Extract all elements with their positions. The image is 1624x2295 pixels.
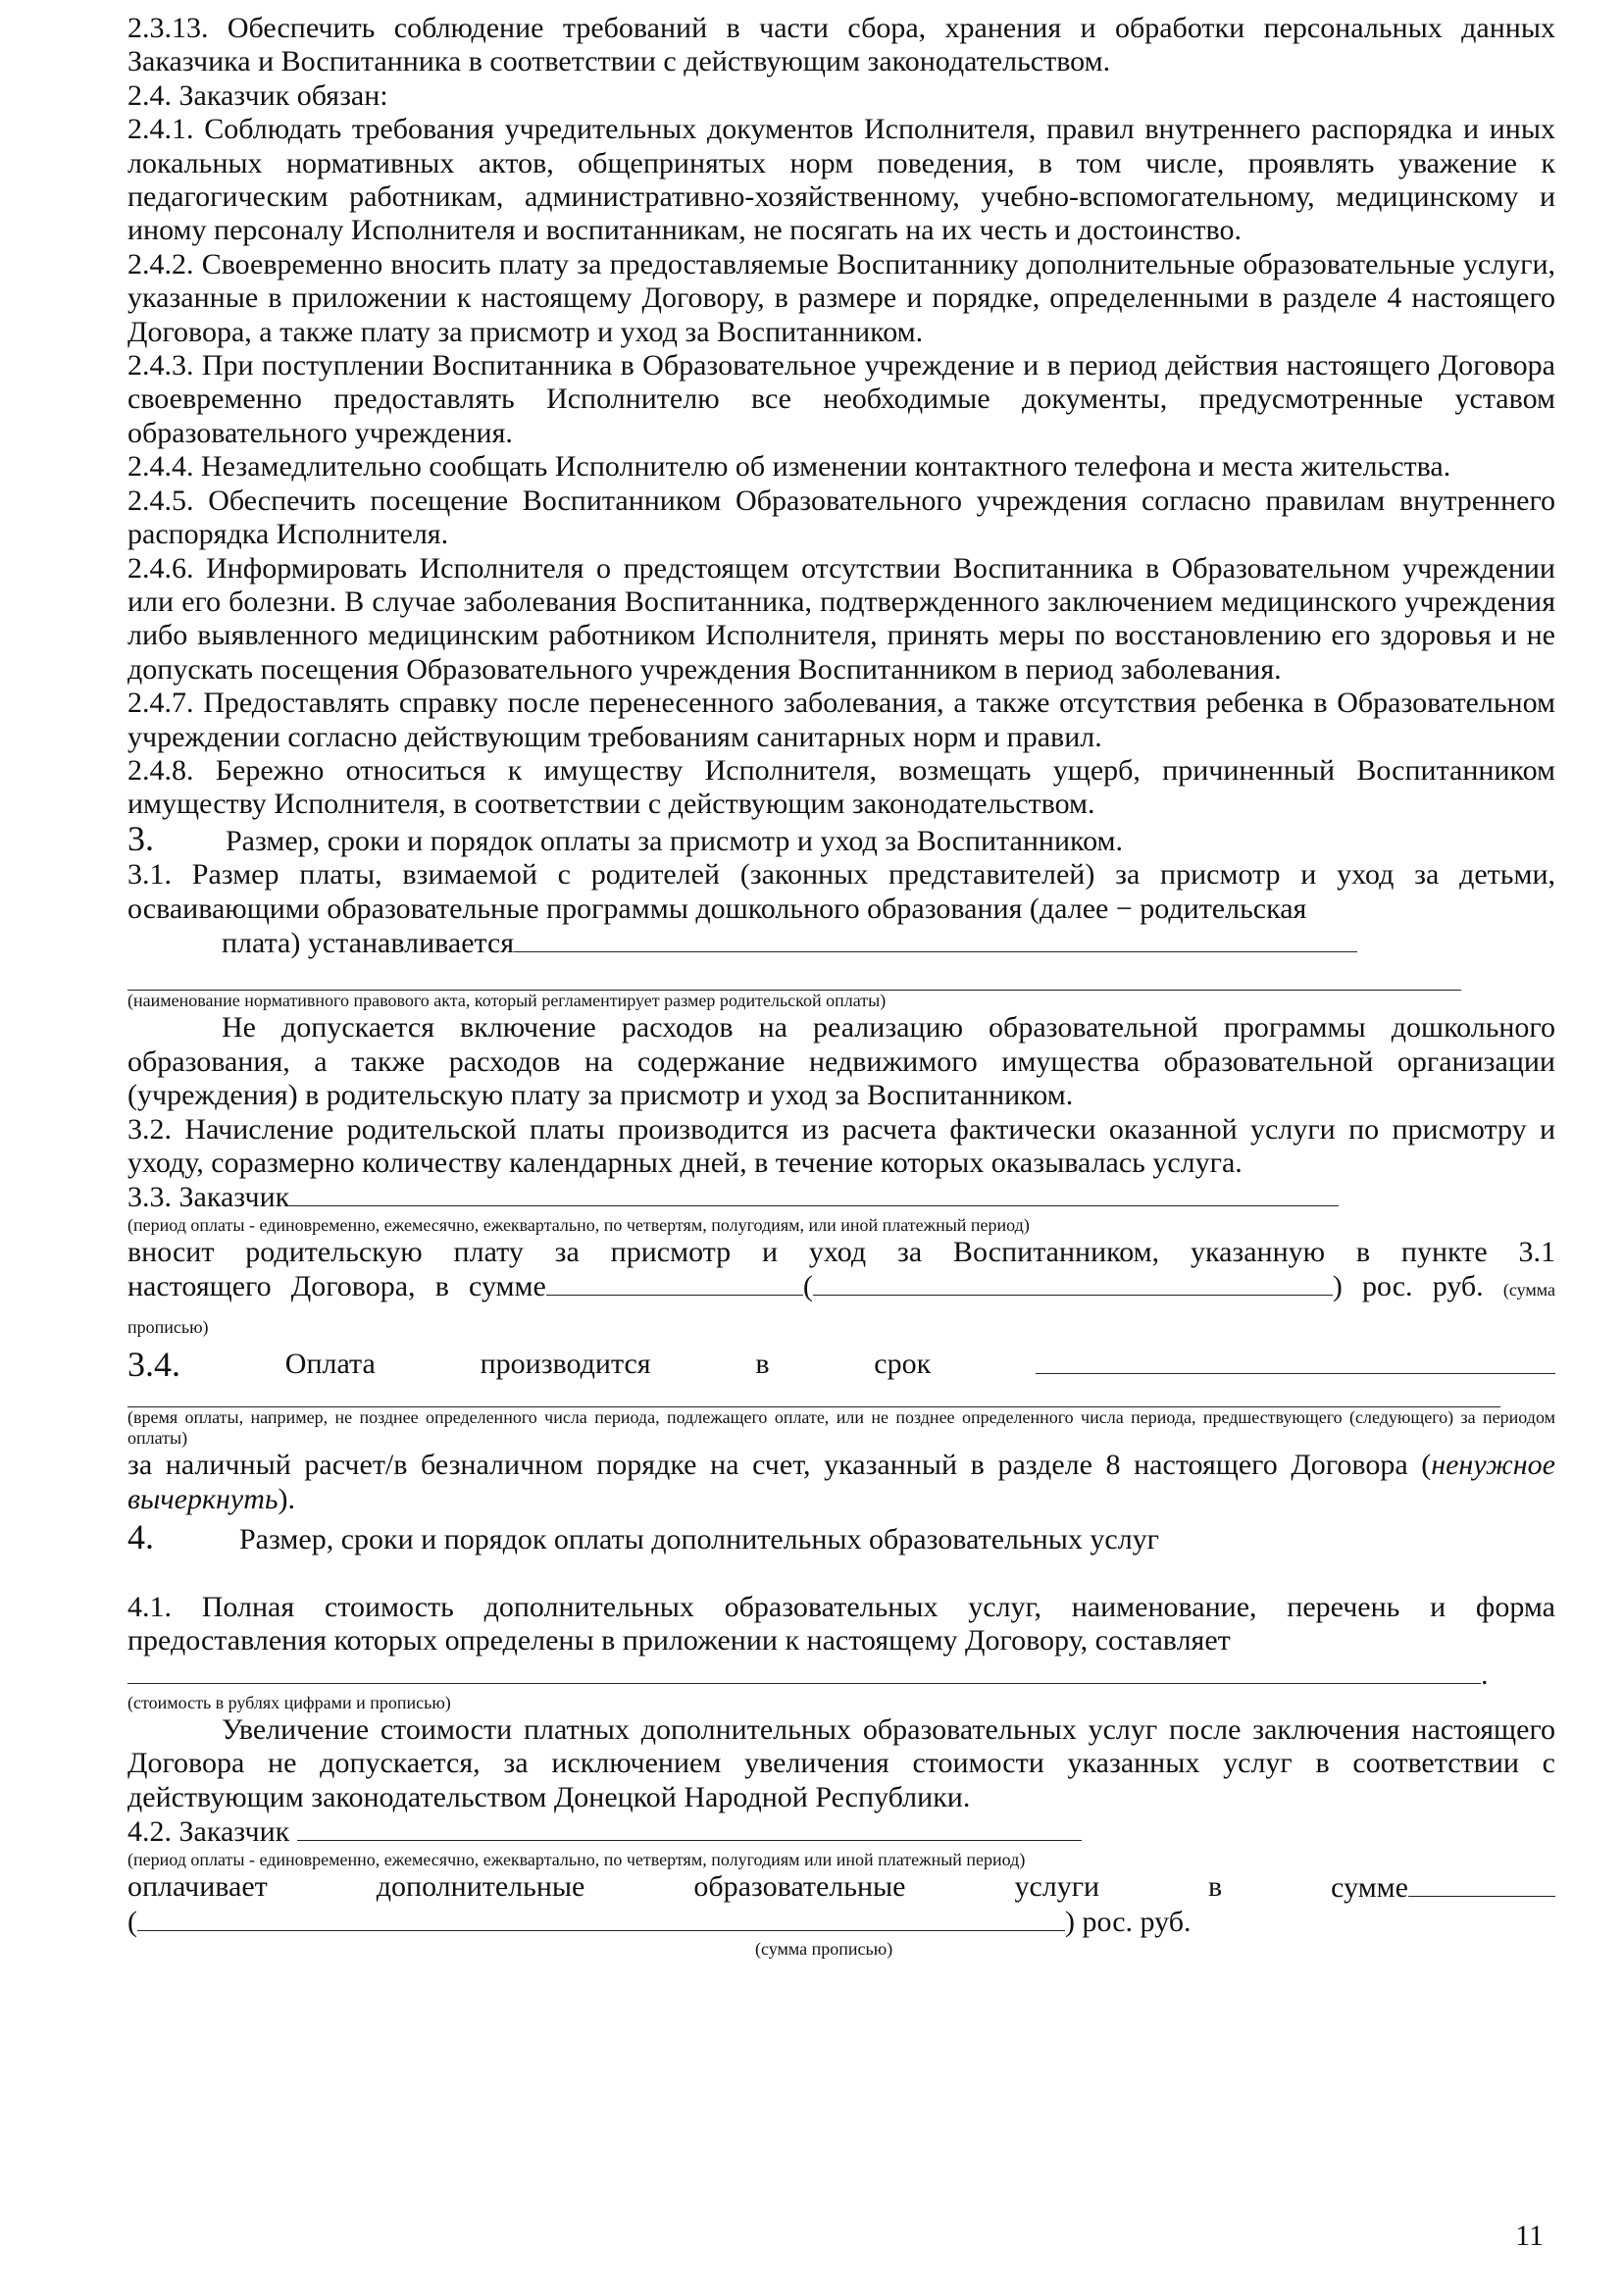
open-paren: ( [127,1905,137,1938]
section-4-number: 4. [127,1517,154,1557]
section-4-heading [127,1517,1555,1557]
currency-label: ) рос. руб. [1065,1905,1192,1938]
clause-4-2-row [127,1870,1555,1905]
clause-3-3-label: 3.3. Заказчик [127,1181,290,1214]
clause-3-4-word-2: производится [480,1348,651,1381]
section-4-title: Размер, сроки и порядок оплаты дополнительных образовательных услуг [239,1523,1159,1556]
section-3-heading [127,818,1555,858]
clause-2-4-8: 2.4.8. Бережно относиться к имуществу Исполнителя, возмещать ущерб, причиненный Воспитанником имуществу Исполнителя, в соответствии с действующим законодательством. [127,753,1555,821]
note-additional-sum-in-words: (сумма прописью) [755,1939,893,1960]
clause-2-4-7: 2.4.7. Предоставлять справку после перенесенного заболевания, а также отсутствия ребенка в Образовательном учреждении согласно действующим требованиям санитарных норм и правил. [127,687,1555,753]
clause-3-4-continued [127,1449,1555,1516]
clause-3-1-continued [127,926,1555,960]
clause-4-2-word-6: сумме [1331,1870,1408,1904]
additional-payment-period-blank[interactable] [297,1814,1082,1841]
clause-3-4-italic: ненужное вычеркнуть [127,1449,1555,1515]
sum-words-blank[interactable] [813,1269,1333,1296]
clause-2-4-5: 2.4.5. Обеспечить посещение Воспитанником Образовательного учреждения согласно правилам внутреннего распорядка Исполнителя. [127,484,1555,551]
additional-sum-blank[interactable] [1408,1870,1555,1897]
clause-4-2-line-2 [127,1905,1555,1939]
clause-3-3-line-1: вносит родительскую плату за присмотр и уход за Воспитанником, указанную в пункте 3.1 [127,1235,1555,1268]
clause-3-3-sum-label: настоящего Договора, в сумме [127,1270,546,1303]
clause-3-1-cont-text: плата) устанавливается [222,926,515,959]
clause-4-1-increase: Увеличение стоимости платных дополнительных образовательных услуг после заключения настоящего Договора не допускается, за исключением увеличения стоимости указанных услуг в соответствии с действующим законодательством Донецкой Народной Республики. [127,1712,1555,1813]
clause-4-2-label: 4.2. Заказчик [127,1815,290,1849]
clause-4-2-word-5: в [1208,1869,1223,1903]
clause-2-4-4: 2.4.4. Незамедлительно сообщать Исполнителю об изменении контактного телефона и места жительства. [127,450,1451,484]
clause-2-3-13: 2.3.13. Обеспечить соблюдение требований в части сбора, хранения и обработки персональных данных Заказчика и Воспитанника в соответствии с действующим законодательством. [127,12,1555,78]
clause-4-1-blank-row: . [127,1658,1555,1692]
clause-3-4-number: 3.4. [127,1345,180,1385]
cost-blank[interactable] [127,1658,1481,1684]
clause-3-3-line-2 [127,1269,1555,1344]
currency-label: ) рос. руб. [1332,1270,1484,1303]
normative-act-blank-line-2[interactable] [127,960,1461,991]
clause-3-1-exclusion: Не допускается включение расходов на реализацию образовательной программы дошкольного образования, а также расходов на содержание недвижимого имущества образовательной организации (учреждения) в родительскую плату за присмотр и уход за Воспитанником. [127,1011,1555,1112]
additional-sum-words-blank[interactable] [137,1905,1065,1931]
page-number: 11 [1515,2219,1544,2252]
spacer [127,1557,1555,1591]
note-additional-payment-period: (период оплаты - единовременно, ежемесячно, ежеквартально, по четвертям, полугодиям или иной платежный период) [127,1849,1026,1869]
note-cost: (стоимость в рублях цифрами и прописью) [127,1692,451,1712]
note-sum-in-words: (сумма прописью) [127,1280,1555,1337]
clause-3-2: 3.2. Начисление родительской платы производится из расчета фактически оказанной услуги по присмотру и уходу, соразмерно количеству календарных дней, в течение которых оказывалась услуга. [127,1112,1555,1179]
clause-4-2-word-4: услуги [1014,1869,1100,1903]
clause-3-4-word-4: срок [874,1348,932,1381]
note-payment-deadline: (время оплаты, например, не позднее определенного числа периода, подлежащего оплате, или не позднее определенного числа периода, предшествующего (следующего) за периодом оплаты) [127,1407,1555,1449]
clause-3-4-cont-text: за наличный расчет/в безналичном порядке на счет, указанный в разделе 8 настоящего Договора ( [127,1449,1432,1482]
clause-4-2-sum-group [1331,1870,1555,1905]
clause-3-4-row [127,1345,1555,1385]
clause-4-2-label-row [127,1814,1555,1849]
payment-deadline-blank-line-2[interactable] [127,1381,1500,1407]
payment-deadline-blank[interactable] [1036,1348,1555,1374]
clause-4-2-word-2: дополнительные [376,1869,585,1903]
document-page [127,12,1555,1960]
section-3-number: 3. [127,818,154,858]
clause-4-2-word-1: оплачивает [127,1869,268,1903]
clause-3-3-label-row [127,1180,1555,1214]
clause-4-1: 4.1. Полная стоимость дополнительных образовательных услуг, наименование, перечень и форма предоставления которых определены в приложении к настоящему Договору, составляет [127,1590,1555,1658]
open-paren: ( [802,1270,813,1303]
clause-3-1: 3.1. Размер платы, взимаемой с родителей (законных представителей) за присмотр и уход за детьми, осваивающими образовательные программы дошкольного образования (далее − родительская [127,858,1555,925]
sum-digits-blank[interactable] [546,1269,803,1296]
note-payment-period: (период оплаты - единовременно, ежемесячно, ежеквартально, по четвертям, полугодиям, или иной платежный период) [127,1214,1030,1235]
clause-2-4-6: 2.4.6. Информировать Исполнителя о предстоящем отсутствии Воспитанника в Образовательном учреждении или его болезни. В случае заболевания Воспитанника, подтвержденного заключением медицинского учреждения либо выявленного медицинским работником Исполнителя, принять меры по восстановлению его здоровья и не допускать посещения Образовательного учреждения Воспитанником в период заболевания. [127,551,1555,686]
note-normative-act: (наименование нормативного правового акта, который регламентирует размер родительской оплаты) [127,991,887,1011]
clause-2-4-1: 2.4.1. Соблюдать требования учредительных документов Исполнителя, правил внутреннего распорядка и иных локальных нормативных актов, общепринятых норм поведения, в том числе, проявлять уважение к педагогическим работникам, административно-хозяйственному, учебно-вспомогательному, медицинскому и иному персоналу Исполнителя и воспитанникам, не посягать на их честь и достоинство. [127,113,1555,247]
clause-3-4-cont-end: ). [278,1482,296,1515]
section-3-title: Размер, сроки и порядок оплаты за присмотр и уход за Воспитанником. [226,824,1123,857]
clause-4-2-word-3: образовательные [693,1869,906,1903]
clause-2-4-2: 2.4.2. Своевременно вносить плату за предоставляемые Воспитаннику дополнительные образовательные услуги, указанные в приложении к настоящему Договору, в размере и порядке, определенными в разделе 4 настоящего Договора, а также плату за присмотр и уход за Воспитанником. [127,247,1555,348]
clause-3-4-word-1: Оплата [284,1348,376,1381]
normative-act-blank[interactable] [514,926,1357,952]
clause-2-4: 2.4. Заказчик обязан: [127,78,388,112]
clause-2-4-3: 2.4.3. При поступлении Воспитанника в Образовательное учреждение и в период действия настоящего Договора своевременно предоставлять Исполнителю все необходимые документы, предусмотренные уставом образовательного учреждения. [127,349,1555,449]
clause-3-4-word-3: в [755,1348,770,1381]
payment-period-blank[interactable] [289,1180,1339,1206]
